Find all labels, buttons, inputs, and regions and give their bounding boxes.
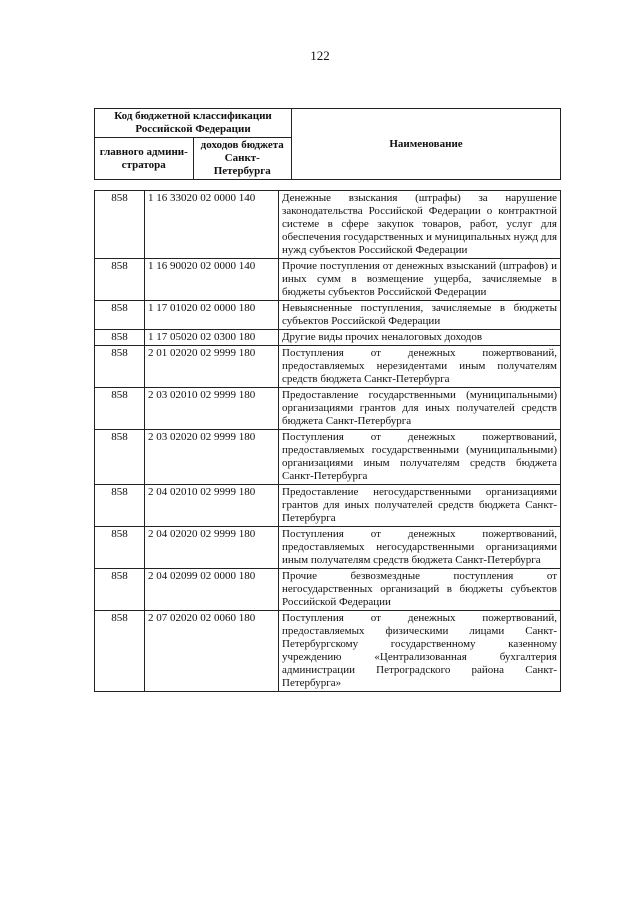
admin-code-cell: 858 — [95, 569, 145, 611]
name-cell: Другие виды прочих неналоговых доходов — [279, 330, 561, 346]
name-cell: Поступления от денежных пожертвований, предоставляемых государственными (муниципальными) организациями иным получателям средств бюджета Санкт-Петербурга — [279, 430, 561, 485]
budget-code-table — [94, 190, 561, 692]
admin-code-cell: 858 — [95, 485, 145, 527]
income-code-cell: 2 07 02020 02 0060 180 — [145, 611, 279, 692]
admin-code-cell: 858 — [95, 611, 145, 692]
admin-code-cell: 858 — [95, 259, 145, 301]
income-code-cell: 2 04 02020 02 9999 180 — [145, 527, 279, 569]
table-row — [95, 430, 561, 485]
table-body — [95, 191, 561, 692]
income-code-cell: 2 03 02020 02 9999 180 — [145, 430, 279, 485]
name-cell: Невыясненные поступления, зачисляемые в бюджеты субъектов Российской Федерации — [279, 301, 561, 330]
table-row — [95, 346, 561, 388]
admin-code-cell: 858 — [95, 301, 145, 330]
name-cell: Прочие безвозмездные поступления от негосударственных организаций в бюджеты субъектов Российской Федерации — [279, 569, 561, 611]
table-header — [94, 108, 561, 180]
admin-code-cell: 858 — [95, 388, 145, 430]
income-code-cell: 1 16 90020 02 0000 140 — [145, 259, 279, 301]
table-row — [95, 259, 561, 301]
header-income-column: доходов бюджета Санкт-Петербурга — [193, 138, 292, 180]
table-row — [95, 569, 561, 611]
header-group-title: Код бюджетной классификации Российской Федерации — [95, 109, 292, 138]
admin-code-cell: 858 — [95, 527, 145, 569]
name-cell: Поступления от денежных пожертвований, предоставляемых физическими лицами Санкт-Петербургскому государственному казенному учреждению «Централизованная бухгалтерия администрации Петроградского района Санкт-Петербурга» — [279, 611, 561, 692]
table-row — [95, 301, 561, 330]
income-code-cell: 1 17 01020 02 0000 180 — [145, 301, 279, 330]
table-row — [95, 527, 561, 569]
page-number: 122 — [310, 48, 330, 63]
income-code-cell: 2 03 02010 02 9999 180 — [145, 388, 279, 430]
name-cell: Предоставление государственными (муниципальными) организациями грантов для иных получателей средств бюджета Санкт-Петербурга — [279, 388, 561, 430]
income-code-cell: 1 17 05020 02 0300 180 — [145, 330, 279, 346]
table-row — [95, 330, 561, 346]
name-cell: Предоставление негосударственными организациями грантов для иных получателей средств бюджета Санкт-Петербурга — [279, 485, 561, 527]
name-cell: Денежные взыскания (штрафы) за нарушение законодательства Российской Федерации о контрактной системе в сфере закупок товаров, работ, услуг для обеспечения государственных и муниципальных нужд для нужд субъектов Российской Федерации — [279, 191, 561, 259]
header-admin-column: главного админи-стратора — [95, 138, 194, 180]
table-row — [95, 611, 561, 692]
name-cell: Прочие поступления от денежных взысканий (штрафов) и иных сумм в возмещение ущерба, зачисляемые в бюджеты субъектов Российской Федерации — [279, 259, 561, 301]
header-name-column: Наименование — [292, 109, 561, 180]
name-cell: Поступления от денежных пожертвований, предоставляемых нерезидентами иным получателям средств бюджета Санкт-Петербурга — [279, 346, 561, 388]
admin-code-cell: 858 — [95, 346, 145, 388]
income-code-cell: 1 16 33020 02 0000 140 — [145, 191, 279, 259]
table-row — [95, 388, 561, 430]
admin-code-cell: 858 — [95, 191, 145, 259]
table-row — [95, 191, 561, 259]
income-code-cell: 2 04 02099 02 0000 180 — [145, 569, 279, 611]
admin-code-cell: 858 — [95, 330, 145, 346]
income-code-cell: 2 04 02010 02 9999 180 — [145, 485, 279, 527]
admin-code-cell: 858 — [95, 430, 145, 485]
income-code-cell: 2 01 02020 02 9999 180 — [145, 346, 279, 388]
table-row — [95, 485, 561, 527]
name-cell: Поступления от денежных пожертвований, предоставляемых негосударственными организациями иным получателям средств бюджета Санкт-Петербурга — [279, 527, 561, 569]
